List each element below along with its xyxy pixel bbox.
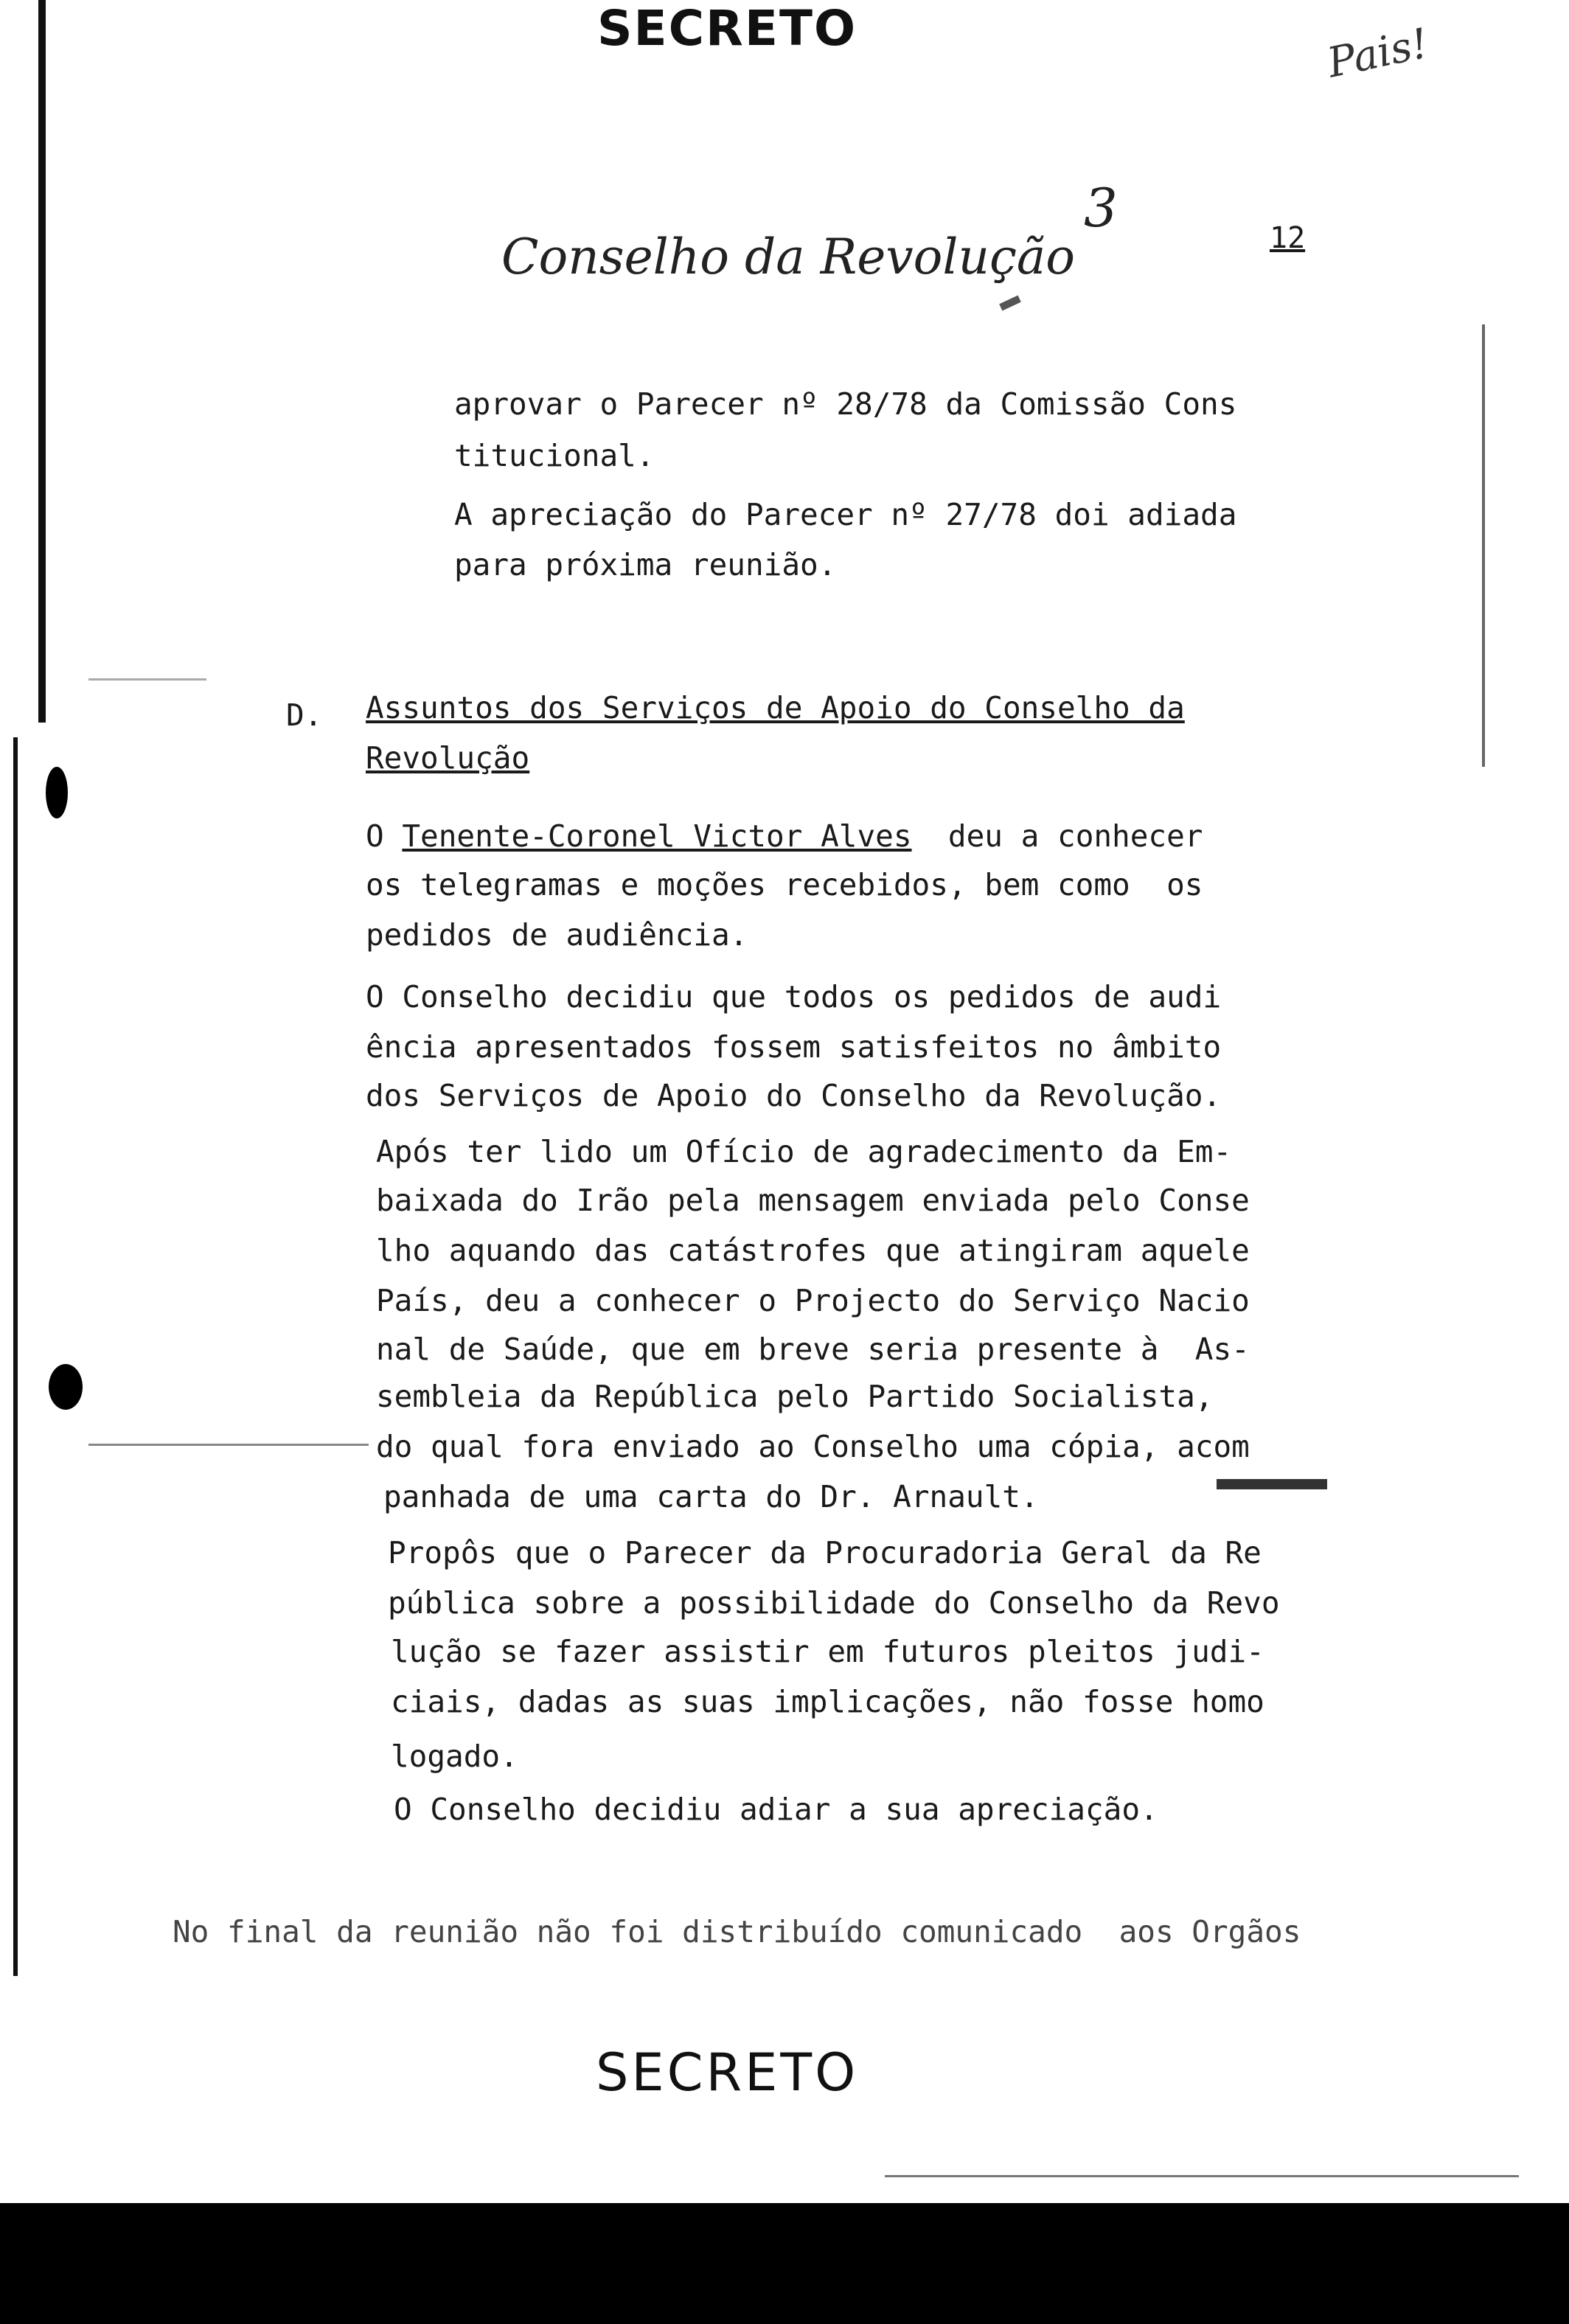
handwritten-page-mark: 3 [1084, 177, 1118, 239]
section-heading: Assuntos dos Serviços de Apoio do Conselho da [366, 690, 1185, 726]
text-fragment: deu a conhecer [911, 818, 1203, 854]
paragraph-line: ência apresentados fossem satisfeitos no âmbito [366, 1029, 1222, 1065]
section-letter: D. [286, 697, 323, 733]
paragraph-line [366, 818, 1203, 854]
paragraph-line: O Conselho decidiu que todos os pedidos de audi [366, 979, 1222, 1015]
punch-hole [49, 1364, 83, 1410]
paragraph-line: logado. [391, 1739, 518, 1774]
ink-speck [999, 296, 1021, 311]
paragraph-line: baixada do Irão pela mensagem enviada pelo Conse [376, 1183, 1250, 1218]
letterhead: Conselho da Revolução [501, 229, 1076, 285]
footer-note: No final da reunião não foi distribuído comunicado aos Orgãos [173, 1914, 1301, 1949]
section-heading: Revolução [366, 740, 530, 776]
paragraph-line: sembleia da República pelo Partido Socialista, [376, 1379, 1214, 1414]
scan-dash [88, 1444, 369, 1446]
secreto-stamp-top: SECRETO [597, 0, 857, 57]
page-number: 12 [1270, 221, 1306, 255]
paragraph-line: pública sobre a possibilidade do Conselho da Revo [388, 1585, 1280, 1621]
paragraph-line: do qual fora enviado ao Conselho uma cópia, acom [376, 1429, 1250, 1464]
paragraph-line: pedidos de audiência. [366, 917, 748, 953]
text-line: para próxima reunião. [454, 547, 837, 582]
scan-dash [885, 2175, 1519, 2177]
secreto-stamp-bottom: SECRETO [596, 2042, 859, 2103]
text-line: A apreciação do Parecer nº 27/78 doi adiada [454, 497, 1237, 532]
paragraph-line: ciais, dadas as suas implicações, não fosse homo [391, 1684, 1264, 1719]
person-name: Tenente-Coronel Victor Alves [402, 818, 912, 854]
paragraph-line: Propôs que o Parecer da Procuradoria Geral da Re [388, 1535, 1262, 1570]
paragraph-line: País, deu a conhecer o Projecto do Serviço Nacio [376, 1283, 1250, 1318]
punch-hole [46, 767, 68, 818]
scan-margin-edge [13, 737, 18, 1976]
paragraph-line: Após ter lido um Ofício de agradecimento da Em- [376, 1134, 1232, 1169]
text-fragment: O [366, 818, 403, 854]
ink-speck [1217, 1479, 1327, 1489]
paragraph-line: panhada de uma carta do Dr. Arnault. [383, 1479, 1039, 1514]
paragraph-line: os telegramas e moções recebidos, bem como os [366, 867, 1203, 902]
paragraph-line: nal de Saúde, que em breve seria presente à As- [376, 1332, 1250, 1367]
paragraph-line: dos Serviços de Apoio do Conselho da Revolução. [366, 1078, 1222, 1113]
paragraph-line: lho aquando das catástrofes que atingiram aquele [376, 1233, 1250, 1268]
scan-dash [88, 678, 206, 681]
text-line: aprovar o Parecer nº 28/78 da Comissão Cons [454, 386, 1237, 422]
scan-margin-edge [38, 0, 46, 723]
paragraph-line: lução se fazer assistir em futuros pleitos judi- [391, 1634, 1264, 1669]
scan-margin-edge [1482, 324, 1485, 767]
scan-bottom-band [0, 2203, 1569, 2324]
text-line: titucional. [454, 438, 655, 473]
paragraph-line: O Conselho decidiu adiar a sua apreciação. [394, 1792, 1158, 1827]
handwritten-annotation: Pais! [1323, 19, 1433, 88]
